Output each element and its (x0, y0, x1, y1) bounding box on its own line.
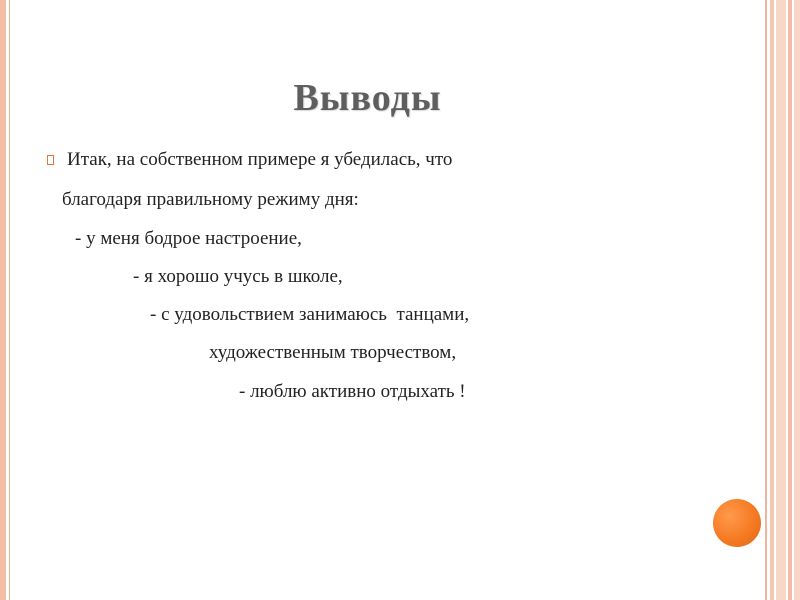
right-border-stripe (794, 0, 800, 600)
right-border-stripe (788, 0, 792, 600)
list-item: - у меня бодрое настроение, (75, 228, 302, 249)
body-text-line: благодаря правильному режиму дня: (62, 189, 359, 210)
right-border-line (765, 0, 767, 600)
hollow-square-bullet-icon (47, 154, 55, 166)
list-item-continuation: художественным творчеством, (209, 342, 457, 363)
body-text-line: Итак, на собственном примере я убедилась, что (67, 149, 453, 170)
slide-title: Выводы (293, 77, 442, 119)
orange-circle-decoration (713, 499, 761, 547)
list-item: - люблю активно отдыхать ! (239, 381, 466, 402)
right-border-stripe (770, 0, 774, 600)
list-item: - я хорошо учусь в школе, (133, 266, 343, 287)
list-item: - с удовольствием занимаюсь танцами, (150, 304, 470, 325)
right-border-stripe (776, 0, 786, 600)
